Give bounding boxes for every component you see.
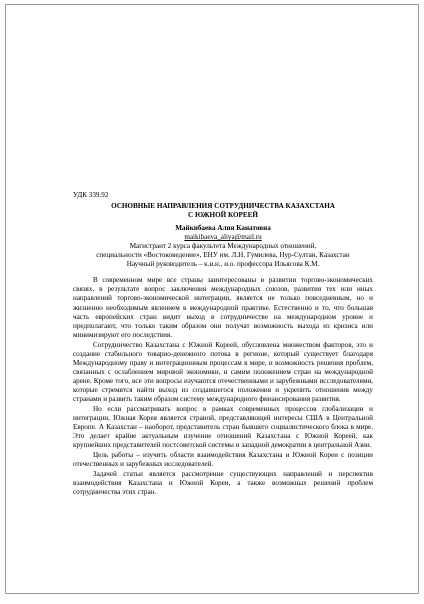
article-body	[73, 191, 373, 498]
paragraph-globalization: Но если рассматривать вопрос в рамках современных процессов глобализации и интеграции, Южная Корея является страной, представляющей интересы США в Центральной Европе. А Казахстан – наоборот, представитель стран бывшего социалистического блока в мире. Это делает крайне актуальным изучение отношений Казахстана с Южной Кореей, как крупнейших представителей постсоветской системы и западной демократии в центральной Азии.	[73, 405, 373, 450]
paragraph-intro: В современном мире все страны заинтересованы в развитии торгово-экономических связях, в результате вопрос заключения международных союзов, развития тех или иных направлений торгово-экономической интеграции, является не только повседневным, но и жизненно необходимым явлением в международной практике. Естественно и то, что большая часть европейских стран видит выход в сотрудничестве на международном уровне и предполагают, что только таким образом они получат возможность выхода из кризиса или минимизируют его последствия.	[73, 276, 373, 339]
author-email-link[interactable]: maikibaeva_aliya@mail.ru	[184, 233, 262, 242]
article-title-line-1: ОСНОВНЫЕ НАПРАВЛЕНИЯ СОТРУДНИЧЕСТВА КАЗАХСТАНА	[111, 202, 335, 211]
article-title-line-2: С ЮЖНОЙ КОРЕЕЙ	[188, 211, 258, 220]
paragraph-cooperation: Сотрудничество Казахстана с Южной Кореей, обусловлена множеством факторов, это и создание стабильного товарно-денежного потока в регионе, который существует благодаря Международному праву и интеграционным процессам в мире, и возможность решения проблем, связанных с ослаблением мировой экономики, и самим положением стран на международной арене. Кроме того, все эти вопросы изучаются отечественными и зарубежными исследователями, которые стремятся найти выход из создавшегося положения и укрепить отношения между странами и развить таким образом систему международного финансирования развития.	[73, 340, 373, 403]
author-name: Майкибаева Алия Канатовна	[175, 224, 271, 233]
udc-code: УДК 339.92	[73, 191, 109, 199]
affiliation-line-2: специальности «Востоковедение», ЕНУ им. Л.Н. Гумилева, Нур-Султан, Казахстан	[96, 251, 350, 260]
paragraph-goal: Цель работы – изучить области взаимодействия Казахстана и Южной Кореи с позиции отечественных и зарубежных исследователей.	[73, 451, 373, 469]
affiliation-line-3: Научный руководитель – к.и.н., и.о. профессора Ильясова К.М.	[126, 260, 320, 269]
affiliation-line-1: Магистрант 2 курса факультета Международных отношений,	[129, 242, 317, 251]
paragraph-tasks: Задачей статьи является рассмотрение существующих направлений и перспектив взаимодействия Казахстана и Южной Кореи, а также возможных решений проблем сотрудничества этих стран.	[73, 470, 373, 497]
document-page	[5, 4, 419, 594]
spacer	[73, 269, 373, 276]
